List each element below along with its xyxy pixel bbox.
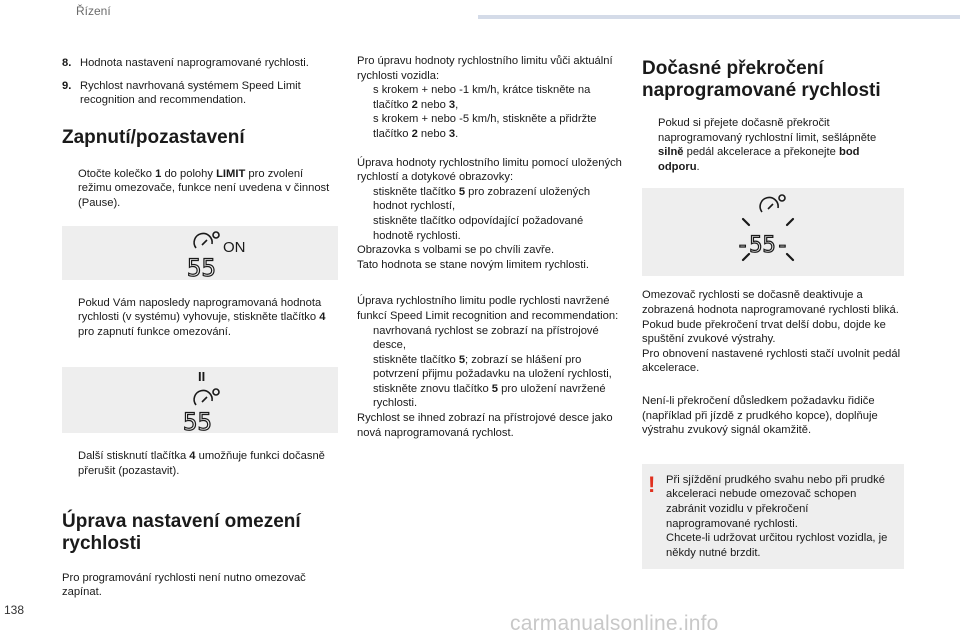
paragraph: Pro úpravu hodnoty rychlostního limitu vůči aktuální rychlosti vozidla: bbox=[357, 55, 613, 82]
paragraph: Není-li překročení důsledkem požadavku řidiče (například při jízdě z prudkého kopce), doplňuje výstrahu zvukový signál okamžitě. bbox=[642, 394, 878, 437]
heading-uprava: Úprava nastavení omezení rychlosti bbox=[62, 510, 301, 554]
item-number: 8. bbox=[62, 57, 72, 69]
bullet-text: navrhovaná rychlost se zobrazí na přístrojové desce, bbox=[373, 324, 599, 352]
paragraph: Omezovač rychlosti se dočasně deaktivuje a zobrazená hodnota naprogramované rychlosti bliká. bbox=[642, 289, 899, 316]
figure-limiter-pause bbox=[62, 367, 338, 433]
speed-digits: 55 bbox=[183, 408, 212, 434]
bullet-text: s krokem + nebo -1 km/h, krátce tiskněte na tlačítko 2 nebo 3, bbox=[373, 84, 591, 111]
paragraph: Obrazovka s volbami se po chvíli zavře. bbox=[357, 244, 555, 257]
paragraph: Pokud bude překročení trvat delší dobu, dojde ke spuštění zvukové výstrahy. bbox=[642, 318, 886, 346]
page-number: 138 bbox=[4, 603, 25, 617]
warning-text bbox=[666, 473, 896, 561]
bullet-text: Pokud Vám naposledy naprogramovaná hodnota rychlosti (v systému) vyhovuje, stiskněte tlačítko 4 pro zapnutí funkce omezování. bbox=[78, 296, 326, 338]
heading-docasne: Dočasné překročení naprogramované rychlosti bbox=[642, 58, 881, 101]
bullet-text: Otočte kolečko 1 do polohy LIMIT pro zvolení režimu omezovače, funkce není uvedena v činnost (Pause). bbox=[78, 167, 330, 209]
bullet-item bbox=[357, 83, 625, 112]
bullet-item bbox=[62, 449, 338, 478]
warning-box bbox=[642, 464, 904, 570]
numbered-item-9 bbox=[62, 79, 338, 108]
flashing-speed-digits: -55- bbox=[736, 233, 789, 259]
paragraph: Pro obnovení nastavené rychlosti stačí uvolnit pedál akcelerace. bbox=[642, 347, 901, 375]
paragraph: Tato hodnota se stane novým limitem rychlosti. bbox=[357, 258, 589, 271]
bullet-marker bbox=[357, 324, 373, 353]
figure-limiter-exceeded bbox=[642, 188, 904, 276]
item-number: 9. bbox=[62, 79, 72, 92]
bullet-text: stiskněte znovu tlačítko 5 pro uložení navržené rychlosti. bbox=[373, 382, 606, 410]
heading-zapnuti: Zapnutí/pozastavení bbox=[62, 126, 245, 148]
bullet-item bbox=[62, 167, 338, 211]
bullet-marker bbox=[357, 185, 373, 214]
column-3 bbox=[642, 58, 904, 569]
bullet-marker bbox=[642, 116, 658, 174]
paragraph: Úprava hodnoty rychlostního limitu pomocí uložených rychlostí a dotykové obrazovky: bbox=[357, 156, 622, 184]
bullet-marker bbox=[357, 382, 373, 411]
figure-limiter-on bbox=[62, 226, 338, 280]
bullet-item bbox=[62, 296, 338, 340]
bullet-marker bbox=[62, 167, 78, 211]
warning-paragraph: Při sjíždění prudkého svahu nebo při prudké akceleraci nebude omezovač schopen zabránit vozidlu v překročení naprogramované rychlosti. bbox=[666, 473, 885, 530]
bullet-marker bbox=[357, 214, 373, 243]
bullet-marker bbox=[357, 112, 373, 141]
paragraph: Pro programování rychlosti není nutno omezovač zapínat. bbox=[62, 571, 306, 599]
speed-digits: 55 bbox=[187, 253, 216, 280]
pause-icon: II bbox=[198, 369, 206, 385]
numbered-item-8 bbox=[62, 56, 338, 71]
bullet-text: stiskněte tlačítko odpovídající požadované hodnotě rychlosti. bbox=[373, 214, 584, 242]
bullet-text: stiskněte tlačítko 5; zobrazí se hlášení pro potvrzení přijmu požadavku na uložení rychlosti, bbox=[373, 353, 612, 381]
bullet-text: s krokem + nebo -5 km/h, stiskněte a přidržte tlačítko 2 nebo 3. bbox=[373, 113, 597, 140]
bullet-text: stiskněte tlačítko 5 pro zobrazení uložených hodnot rychlostí, bbox=[373, 185, 591, 213]
bullet-item bbox=[357, 382, 625, 411]
bullet-text: Pokud si přejete dočasně překročit naprogramovaný rychlostní limit, sešlápněte silně pedál akcelerace a překonejte bod odporu. bbox=[658, 117, 877, 173]
limiter-flashing-icon bbox=[642, 188, 904, 276]
bullet-marker bbox=[62, 296, 78, 340]
warning-paragraph: Chcete-li udržovat určitou rychlost vozidla, je někdy nutné brzdit. bbox=[666, 532, 888, 559]
bullet-item bbox=[357, 324, 625, 353]
item-text: Rychlost navrhovaná systémem Speed Limit recognition and recommendation. bbox=[80, 79, 301, 107]
bullet-item bbox=[357, 214, 625, 243]
warning-icon: ! bbox=[648, 471, 656, 497]
bullet-item bbox=[357, 353, 625, 382]
bullet-marker bbox=[357, 83, 373, 112]
column-1 bbox=[62, 56, 338, 600]
item-text: Hodnota nastavení naprogramované rychlosti. bbox=[80, 57, 309, 69]
column-2 bbox=[357, 54, 625, 440]
paragraph: Rychlost se ihned zobrazí na přístrojové desce jako nová naprogramovaná rychlost. bbox=[357, 412, 613, 439]
watermark: carmanualsonline.info bbox=[510, 612, 719, 635]
limiter-pause-icon bbox=[62, 367, 338, 433]
bullet-item bbox=[357, 112, 625, 141]
bullet-marker bbox=[62, 449, 78, 478]
bullet-item bbox=[357, 185, 625, 214]
on-label: ON bbox=[223, 238, 246, 256]
limiter-on-icon bbox=[62, 226, 338, 280]
bullet-marker bbox=[357, 353, 373, 382]
bullet-text: Další stisknutí tlačítka 4 umožňuje funkci dočasně přerušit (pozastavit). bbox=[78, 450, 325, 477]
bullet-item bbox=[642, 116, 904, 174]
section-header: Řízení bbox=[76, 4, 111, 18]
header-bar bbox=[478, 15, 960, 19]
paragraph: Úprava rychlostního limitu podle rychlosti navržené funkcí Speed Limit recognition and recommendation: bbox=[357, 295, 619, 322]
